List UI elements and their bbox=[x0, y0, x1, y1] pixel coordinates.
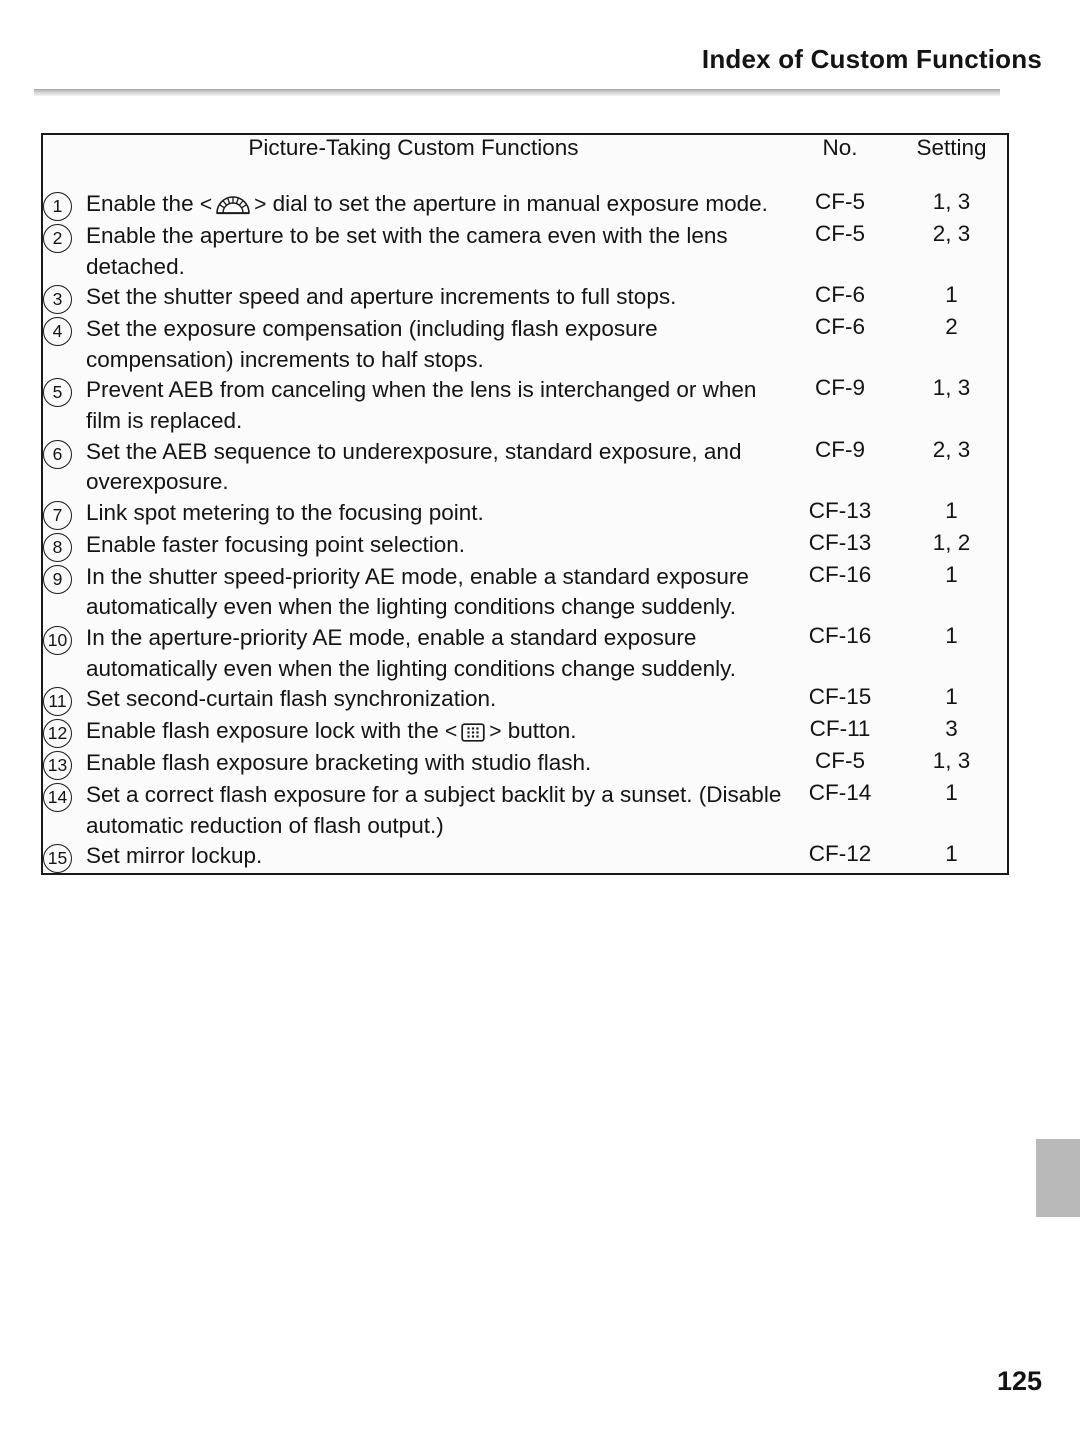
function-item bbox=[43, 375, 784, 436]
function-description-cell bbox=[42, 841, 784, 874]
function-description-text: Set the shutter speed and aperture increments to full stops. bbox=[86, 284, 677, 310]
item-number-badge: 8 bbox=[43, 533, 72, 562]
item-number-badge: 2 bbox=[43, 224, 72, 253]
item-number-badge: 3 bbox=[43, 285, 72, 314]
custom-function-number-cell: CF-11 bbox=[809, 716, 871, 742]
item-number-badge: 6 bbox=[43, 440, 72, 469]
custom-function-number-cell: CF-16 bbox=[808, 622, 872, 648]
function-item bbox=[43, 780, 784, 841]
function-description-text: Link spot metering to the focusing point. bbox=[86, 499, 484, 525]
table-row bbox=[42, 841, 1008, 874]
table-row bbox=[42, 623, 1008, 684]
function-description-text: Set the exposure compensation (including flash exposure compensation) increments to half stops. bbox=[86, 316, 658, 372]
main-dial-glyph-group bbox=[200, 191, 267, 220]
function-description-cell bbox=[42, 780, 784, 841]
custom-function-setting-cell: 2, 3 bbox=[932, 436, 971, 462]
table-row bbox=[42, 716, 1008, 748]
custom-function-setting-cell: 1, 3 bbox=[932, 189, 971, 214]
function-description-cell bbox=[42, 375, 784, 436]
function-item bbox=[43, 623, 784, 684]
custom-function-number-cell: CF-5 bbox=[815, 748, 865, 774]
function-item bbox=[43, 314, 784, 375]
function-item bbox=[43, 221, 784, 282]
item-number-badge: 9 bbox=[43, 565, 72, 594]
custom-function-number-cell: CF-5 bbox=[815, 221, 865, 246]
function-description-text: Set second-curtain flash synchronization. bbox=[86, 686, 497, 712]
table-row bbox=[42, 684, 1008, 716]
header-rule bbox=[34, 89, 1000, 96]
function-description-cell bbox=[42, 282, 784, 314]
page-number: 125 bbox=[996, 1366, 1042, 1396]
function-description-text: Enable flash exposure bracketing with studio flash. bbox=[86, 750, 592, 776]
function-item bbox=[43, 282, 784, 314]
custom-function-setting-cell: 1 bbox=[945, 497, 958, 523]
table-row bbox=[42, 375, 1008, 436]
main-dial-icon bbox=[214, 194, 252, 216]
function-description-text: In the aperture-priority AE mode, enable a standard exposure automatically even when the lighting conditions change suddenly. bbox=[86, 624, 737, 681]
function-description-cell bbox=[42, 684, 784, 716]
item-number-badge: 12 bbox=[43, 719, 72, 748]
custom-function-number-cell: CF-12 bbox=[808, 841, 872, 867]
item-number-badge: 10 bbox=[43, 626, 72, 655]
function-description-cell bbox=[42, 623, 784, 684]
fe-lock-button-icon bbox=[459, 721, 487, 744]
function-item bbox=[43, 684, 784, 716]
table-row bbox=[42, 189, 1008, 221]
custom-function-setting-cell: 1 bbox=[945, 780, 958, 806]
column-header-number: No. bbox=[822, 135, 858, 160]
custom-functions-table bbox=[41, 133, 1009, 875]
function-description-text: Enable the aperture to be set with the camera even with the lens detached. bbox=[86, 223, 728, 279]
custom-function-number-cell: CF-13 bbox=[808, 529, 872, 555]
function-item bbox=[43, 841, 784, 873]
custom-function-setting-cell: 1 bbox=[945, 282, 958, 308]
custom-function-setting-cell: 2, 3 bbox=[932, 221, 971, 246]
table-row bbox=[42, 748, 1008, 780]
custom-function-setting-cell: 2 bbox=[945, 314, 958, 340]
function-description-text: Set the AEB sequence to underexposure, standard exposure, and overexposure. bbox=[86, 438, 742, 495]
item-number-badge: 13 bbox=[43, 751, 72, 780]
table-row bbox=[42, 221, 1008, 282]
function-item bbox=[43, 562, 784, 623]
custom-function-setting-cell: 1 bbox=[945, 561, 958, 587]
table-row bbox=[42, 562, 1008, 623]
page-title: Index of Custom Functions bbox=[701, 44, 1042, 74]
function-description-cell bbox=[42, 562, 784, 623]
table-row bbox=[42, 314, 1008, 375]
table-row bbox=[42, 530, 1008, 562]
custom-function-number-cell: CF-16 bbox=[808, 561, 872, 587]
function-description-text: Set mirror lockup. bbox=[86, 843, 263, 869]
custom-function-number-cell: CF-14 bbox=[808, 780, 872, 806]
angle-bracket-open: < bbox=[444, 720, 458, 744]
function-description-cell bbox=[42, 498, 784, 530]
custom-function-number-cell: CF-15 bbox=[808, 684, 872, 710]
custom-function-number-cell: CF-13 bbox=[808, 497, 872, 523]
item-number-badge: 14 bbox=[43, 783, 72, 812]
custom-function-number-cell: CF-9 bbox=[815, 375, 865, 401]
item-number-badge: 1 bbox=[43, 192, 72, 221]
custom-function-number-cell: CF-5 bbox=[815, 189, 865, 214]
item-number-badge: 15 bbox=[43, 844, 72, 873]
table-row bbox=[42, 498, 1008, 530]
item-number-badge: 7 bbox=[43, 501, 72, 530]
angle-bracket-open: < bbox=[199, 193, 213, 216]
table-row bbox=[42, 282, 1008, 314]
function-item bbox=[43, 189, 784, 221]
function-item bbox=[43, 530, 784, 562]
function-item bbox=[43, 437, 784, 498]
function-description-cell bbox=[42, 314, 784, 375]
function-description-text: Enable flash exposure lock with the < > button. bbox=[86, 716, 784, 747]
angle-bracket-close: > bbox=[489, 720, 502, 744]
function-description-cell bbox=[42, 748, 784, 780]
function-description-text: Set a correct flash exposure for a subject backlit by a sunset. (Disable automatic reduction of flash output.) bbox=[86, 782, 782, 838]
column-header-description: Picture-Taking Custom Functions bbox=[248, 135, 579, 160]
fe-lock-glyph-group bbox=[445, 718, 502, 747]
custom-function-setting-cell: 1, 3 bbox=[932, 748, 971, 774]
thumb-index-tab bbox=[1036, 1139, 1080, 1217]
custom-function-number-cell: CF-9 bbox=[815, 436, 865, 462]
column-header-setting: Setting bbox=[916, 135, 987, 160]
custom-function-setting-cell: 1, 2 bbox=[932, 529, 971, 555]
item-number-badge: 5 bbox=[43, 378, 72, 407]
function-description-text: Enable faster focusing point selection. bbox=[86, 531, 465, 557]
table-row bbox=[42, 437, 1008, 498]
function-description-text: Prevent AEB from canceling when the lens is interchanged or when film is replaced. bbox=[86, 377, 757, 433]
angle-bracket-close: > bbox=[254, 193, 267, 216]
function-description-text: In the shutter speed-priority AE mode, enable a standard exposure automatically even when the lighting conditions change suddenly. bbox=[86, 563, 749, 620]
function-description-cell bbox=[42, 221, 784, 282]
custom-function-setting-cell: 1, 3 bbox=[932, 375, 971, 401]
custom-function-setting-cell: 1 bbox=[945, 684, 958, 710]
table-row bbox=[42, 780, 1008, 841]
page-header bbox=[0, 44, 1080, 100]
function-item bbox=[43, 498, 784, 530]
function-description-cell bbox=[42, 437, 784, 498]
function-description-cell bbox=[42, 189, 784, 221]
custom-function-number-cell: CF-6 bbox=[815, 314, 865, 340]
custom-function-setting-cell: 1 bbox=[945, 841, 958, 867]
table-body bbox=[42, 189, 1008, 874]
function-description-text: Enable the < > dial to set the aperture in manual exposure mode. bbox=[86, 189, 784, 220]
custom-function-number-cell: CF-6 bbox=[815, 282, 865, 308]
table-header-row bbox=[42, 134, 1008, 189]
item-number-badge: 4 bbox=[43, 317, 72, 346]
custom-function-setting-cell: 3 bbox=[945, 716, 958, 742]
function-description-cell bbox=[42, 530, 784, 562]
function-description-cell bbox=[42, 716, 784, 748]
function-item bbox=[43, 716, 784, 748]
item-number-badge: 11 bbox=[43, 687, 72, 716]
custom-function-setting-cell: 1 bbox=[945, 622, 958, 648]
function-item bbox=[43, 748, 784, 780]
